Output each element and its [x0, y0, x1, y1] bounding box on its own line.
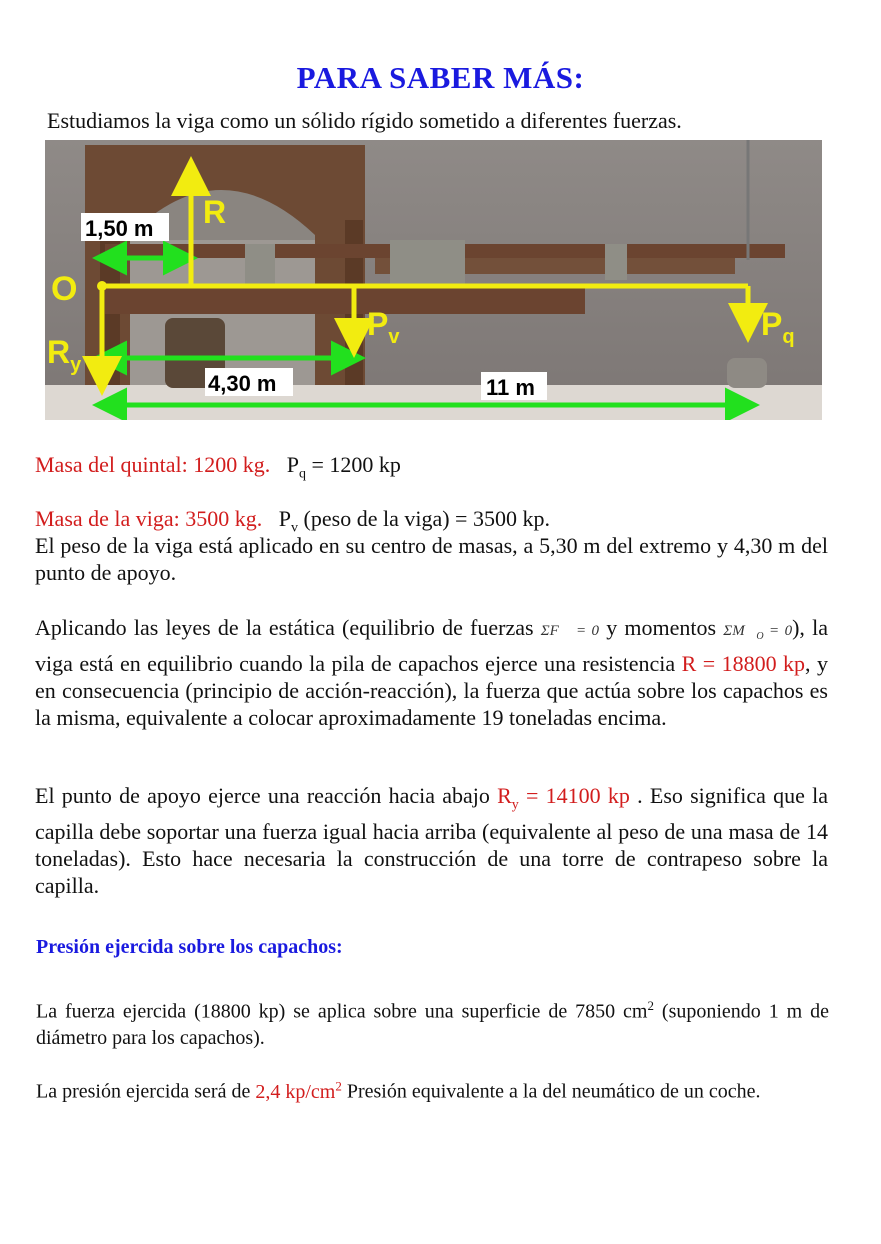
statics-paragraph: Aplicando las leyes de la estática (equilibrio de fuerzas ΣF⃗ = 0 y momentos $\Sigma M⃗_O = 0$), la viga está en equilibrio cuando la pila de capachos ejerce una resistencia R = 18800 kp, y en consecuencia (principio de acción-reacción), la fuerza que actúa sobre los capachos es la misma, equivalente a colocar aproximadamente 19 toneladas encima.	[35, 615, 829, 730]
viga-mass: Masa de la viga: 3500 kg.	[35, 506, 263, 531]
reaction-value: $R_y = 14100$ kp	[497, 783, 630, 813]
sum-moments-equation: $\Sigma M⃗_O = 0$	[723, 623, 793, 642]
quintal-line: Masa del quintal: 1200 kg. $P_q = 1200$ kp	[35, 452, 401, 482]
pressure-paragraph-2: La presión ejercida será de 2,4 $kp/cm^2$ Presión equivalente a la del neumático de un coche.	[36, 1078, 761, 1103]
resistance-value: R = 18800 kp	[681, 651, 806, 676]
pq-symbol: P	[286, 452, 299, 477]
pv-value: (peso de la viga) = 3500 kp.	[298, 506, 550, 531]
beam-diagram-photo	[45, 140, 822, 420]
quintal-weight	[727, 358, 767, 388]
pressure-paragraph-1: La fuerza ejercida (18800 kp) se aplica sobre una superficie de 7850 $cm^2$ (suponiendo 1 m de diámetro para los capachos).	[36, 998, 830, 1049]
pressure-heading: Presión ejercida sobre los capachos:	[36, 936, 343, 958]
reaction-paragraph: El punto de apoyo ejerce una reacción hacia abajo $R_y = 14100$ kp . Eso significa que la capilla debe soportar una fuerza igual hacia arriba (equivalente al peso de una masa de 14 toneladas). Esto hace necesaria la construcción de una torre de contrapeso sobre la capilla.	[35, 783, 828, 899]
viga-paragraph: El peso de la viga está aplicado en su centro de masas, a 5,30 m del extremo y 4,30 m del punto de apoyo.	[35, 533, 828, 585]
pv-symbol: P	[278, 506, 292, 531]
label-R: R	[203, 194, 227, 230]
label-Pq: $P_q$	[761, 306, 795, 348]
label-11m: 11 m	[486, 375, 535, 400]
label-O: O	[51, 270, 78, 308]
quintal-mass: Masa del quintal: 1200 kg.	[35, 452, 271, 477]
sum-forces-equation: ΣF⃗ = 0	[540, 623, 600, 639]
pressure-value: 2,4 $kp/cm^2$	[255, 1078, 342, 1103]
pq-value: = 1200 kp	[306, 452, 401, 477]
pivot-point-O	[97, 281, 107, 291]
label-Ry: $R_y$	[47, 334, 82, 376]
beam-lower	[105, 288, 585, 314]
page-title: PARA SABER MÁS:	[296, 60, 585, 95]
label-Pv: $P_v$	[367, 306, 400, 348]
label-4-30m: 4,30 m	[208, 371, 277, 396]
label-1-50m: 1,50 m	[85, 216, 154, 241]
viga-mass-line: Masa de la viga: 3500 kg. $P_v$ (peso de la viga) = 3500 kp.	[35, 506, 550, 536]
intro-text: Estudiamos la viga como un sólido rígido sometido a diferentes fuerzas.	[47, 108, 682, 133]
